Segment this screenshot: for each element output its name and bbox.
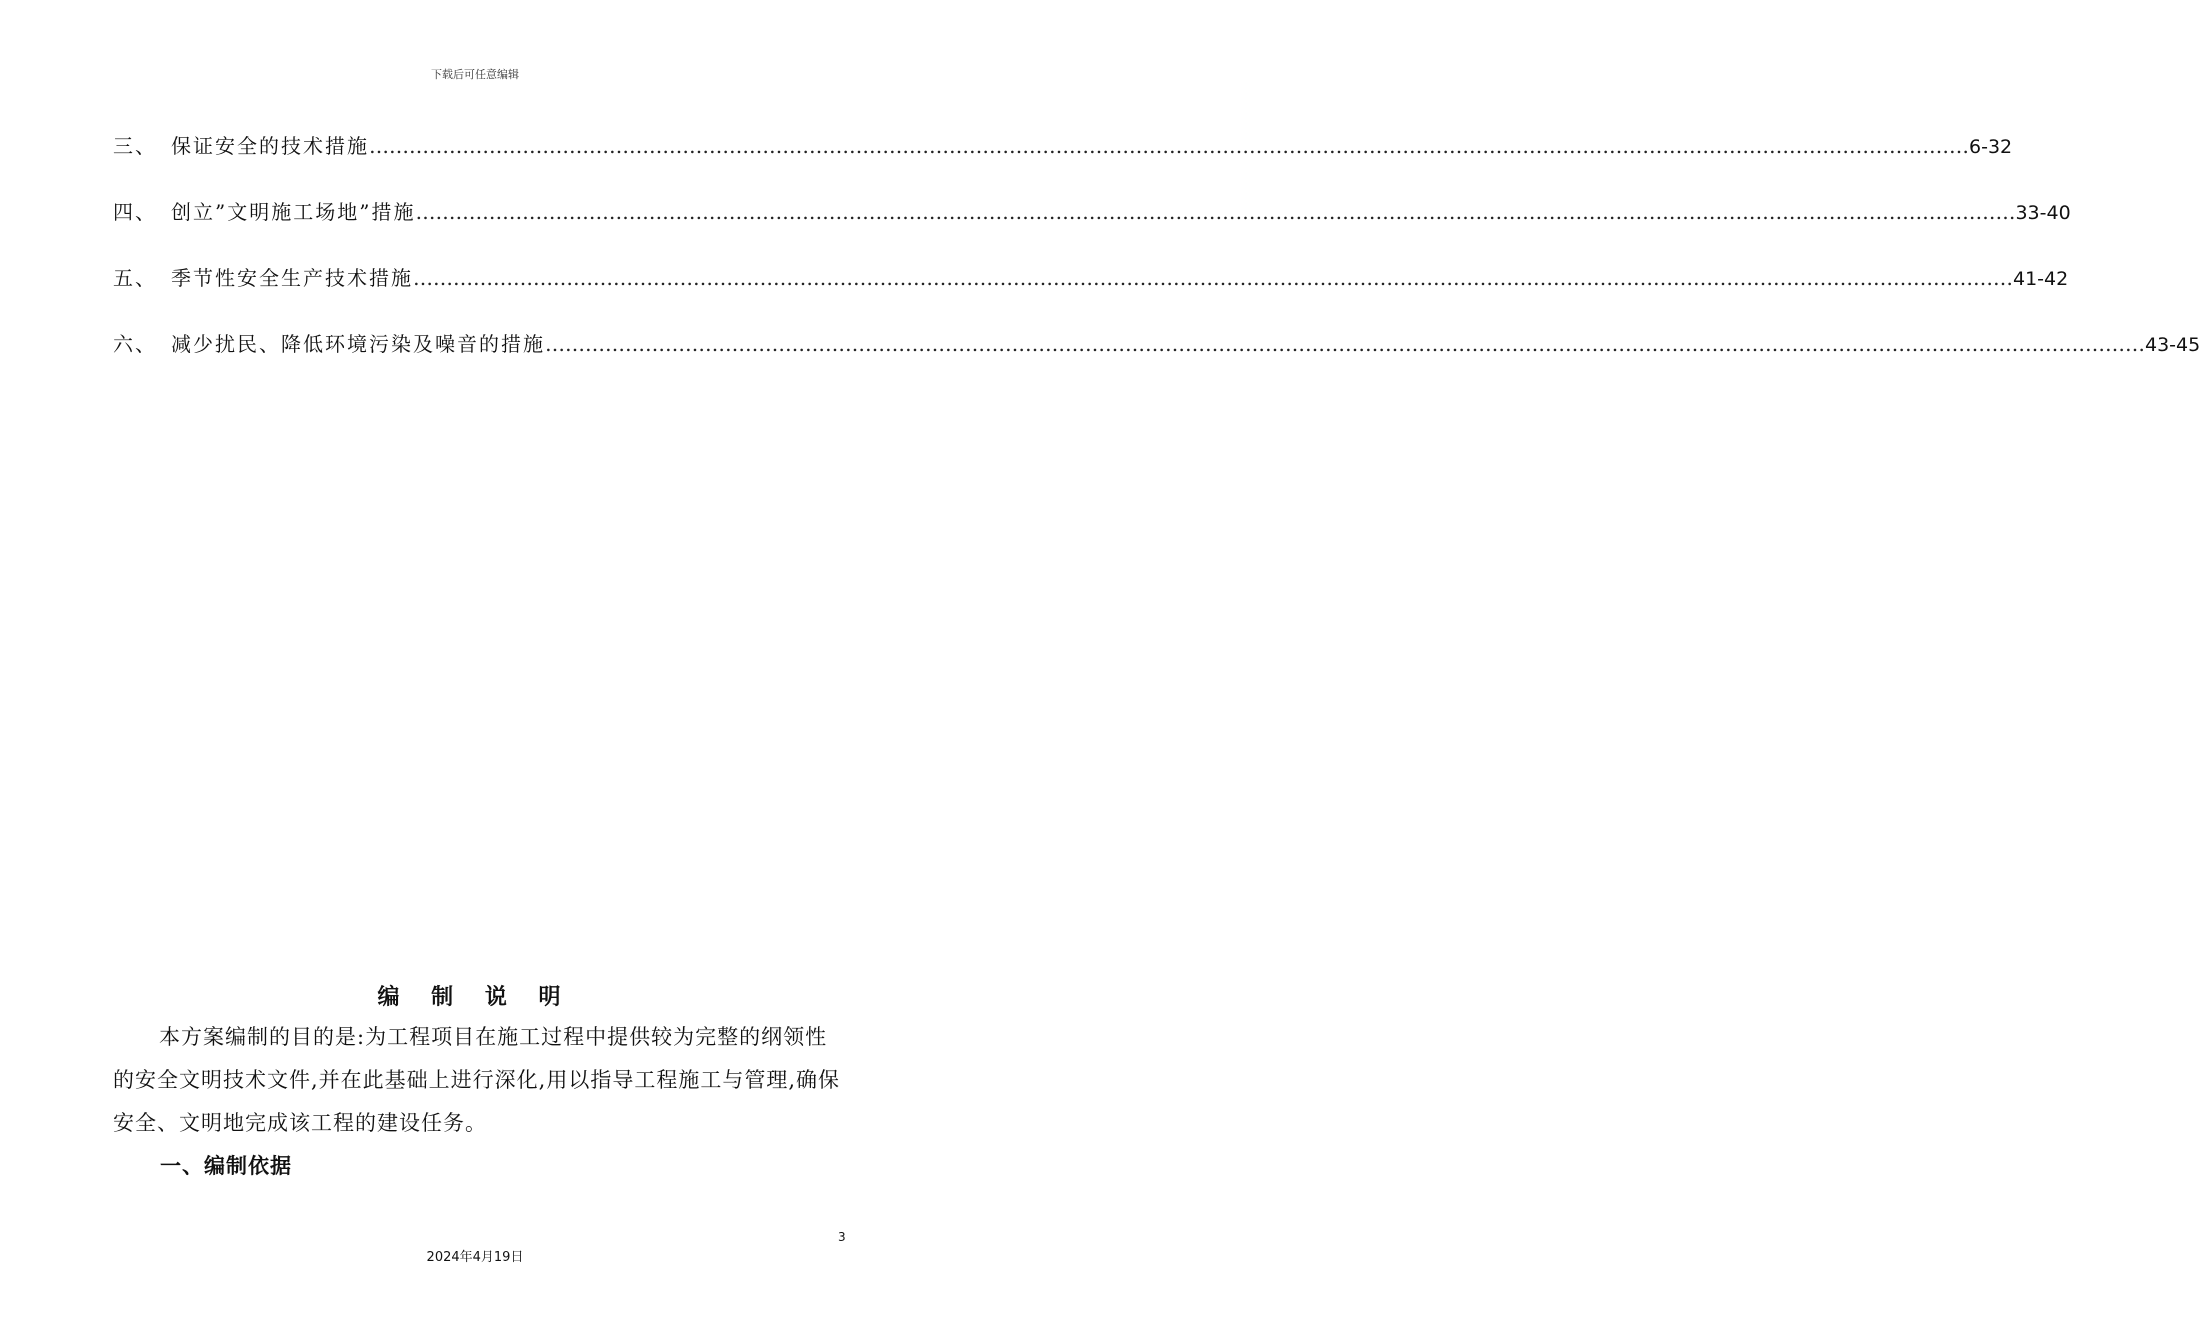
toc-entry[interactable] (113, 328, 2200, 362)
toc-entry[interactable] (113, 196, 2071, 230)
toc-entry-number: 四、 (113, 200, 157, 224)
toc-entry-title: 创立”文明施工场地”措施 (171, 200, 416, 224)
toc-entry-page: 43-45 (2145, 334, 2200, 356)
toc-entry-page: 33-40 (2015, 202, 2071, 224)
toc-entry-title: 保证安全的技术措施 (171, 134, 369, 158)
toc-entry[interactable] (113, 262, 2069, 296)
footer-date: 2024年4月19日 (426, 1250, 524, 1265)
toc-leader-dots: …………………………………………………………………………………………………………………………………………………………………………………………………………………… (413, 266, 2013, 290)
toc-entry-number: 五、 (113, 266, 157, 290)
toc-entry-number: 三、 (113, 134, 157, 158)
toc-leader-dots: …………………………………………………………………………………………………………………………………………………………………………………………………………………… (415, 200, 2016, 224)
page-number: 3 (838, 1230, 846, 1244)
toc-entry[interactable] (113, 130, 2013, 164)
subheading: 一、编制依据 (160, 1153, 292, 1178)
toc-leader-dots: …………………………………………………………………………………………………………………………………………………………………………………………………………………… (369, 134, 1969, 158)
toc-entry-page: 6-32 (1969, 136, 2013, 158)
toc-entry-number: 六、 (113, 332, 157, 356)
toc-entry-title: 减少扰民、降低环境污染及噪音的措施 (171, 332, 545, 356)
table-of-contents (113, 130, 2200, 394)
toc-entry-page: 41-42 (2013, 268, 2069, 290)
toc-entry-title: 季节性安全生产技术措施 (171, 266, 413, 290)
page-header: 下载后可任意编辑 (431, 68, 519, 81)
toc-leader-dots: …………………………………………………………………………………………………………………………………………………………………………………………………………………… (545, 332, 2145, 356)
section-title: 编 制 说 明 (377, 984, 573, 1010)
body-paragraph: 本方案编制的目的是:为工程项目在施工过程中提供较为完整的纲领性的安全文明技术文件,并在此基础上进行深化,用以指导工程施工与管理,确保安全、文明地完成该工程的建设任务。 (113, 1025, 841, 1135)
